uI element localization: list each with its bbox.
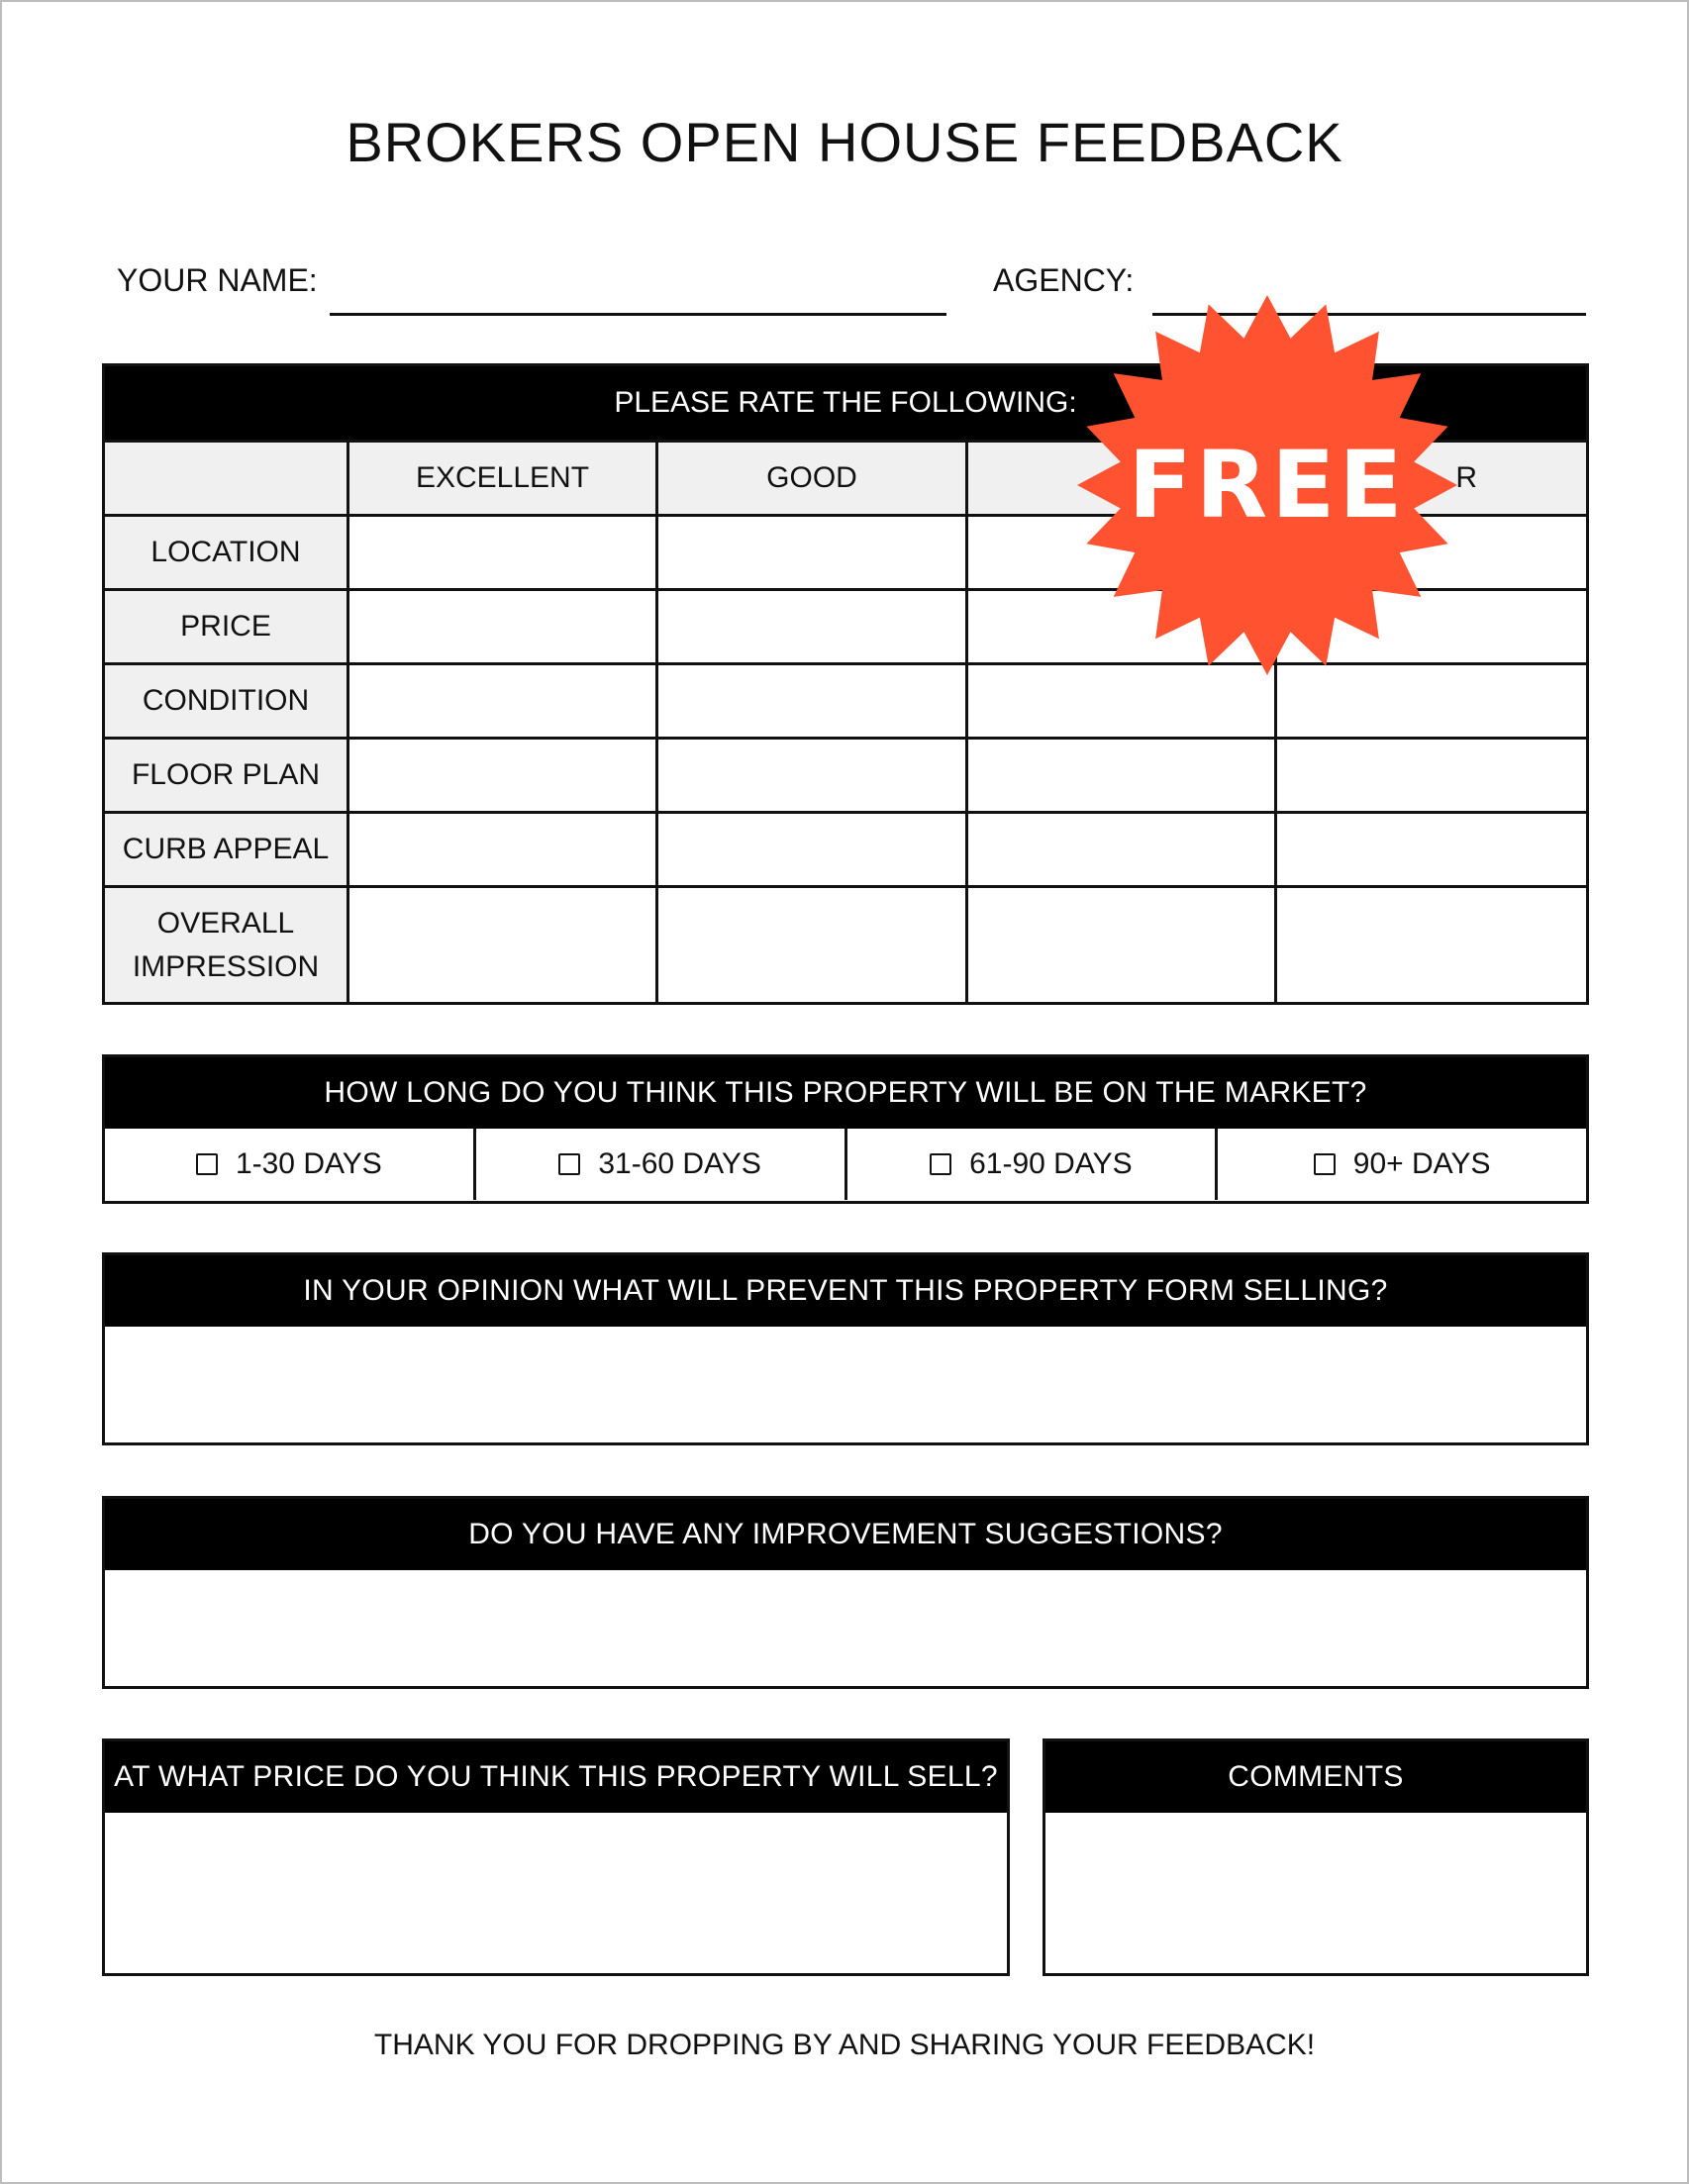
rating-cell[interactable] bbox=[348, 664, 657, 739]
improve-section bbox=[102, 1496, 1589, 1689]
price-answer-area[interactable] bbox=[105, 1813, 1007, 1973]
checkbox-icon[interactable] bbox=[558, 1153, 580, 1175]
row-label-condition: CONDITION bbox=[104, 664, 348, 739]
market-section bbox=[102, 1054, 1589, 1204]
prevent-question: IN YOUR OPINION WHAT WILL PREVENT THIS PROPERTY FORM SELLING? bbox=[105, 1255, 1586, 1327]
option-label: 90+ DAYS bbox=[1352, 1147, 1491, 1180]
comments-answer-area[interactable] bbox=[1045, 1813, 1586, 1973]
prevent-section bbox=[102, 1252, 1589, 1445]
name-field[interactable] bbox=[330, 313, 946, 316]
improve-question: DO YOU HAVE ANY IMPROVEMENT SUGGESTIONS? bbox=[105, 1499, 1586, 1570]
column-excellent: EXCELLENT bbox=[348, 442, 657, 516]
checkbox-icon[interactable] bbox=[930, 1153, 951, 1175]
rating-cell[interactable] bbox=[657, 590, 967, 664]
price-section bbox=[102, 1738, 1010, 1976]
free-badge-text: FREE bbox=[1128, 431, 1407, 540]
rating-cell[interactable] bbox=[348, 590, 657, 664]
checkbox-icon[interactable] bbox=[196, 1153, 218, 1175]
column-4: R bbox=[1276, 442, 1588, 516]
prevent-answer-area[interactable] bbox=[105, 1327, 1586, 1442]
rating-cell[interactable] bbox=[967, 887, 1276, 1004]
option-31-60-days[interactable] bbox=[476, 1129, 847, 1200]
option-90-plus-days[interactable] bbox=[1218, 1129, 1586, 1200]
rating-cell[interactable] bbox=[657, 516, 967, 590]
rating-cell[interactable] bbox=[657, 739, 967, 813]
row-label-overall-impression bbox=[104, 887, 348, 1004]
option-label: 61-90 DAYS bbox=[969, 1147, 1133, 1180]
rating-cell[interactable] bbox=[348, 516, 657, 590]
rating-cell[interactable] bbox=[348, 813, 657, 887]
name-label: YOUR NAME: bbox=[117, 262, 318, 298]
free-badge bbox=[1069, 291, 1465, 679]
row-label-floor-plan: FLOOR PLAN bbox=[104, 739, 348, 813]
page-title: BROKERS OPEN HOUSE FEEDBACK bbox=[346, 111, 1343, 173]
comments-section bbox=[1043, 1738, 1589, 1976]
rating-cell[interactable] bbox=[657, 664, 967, 739]
rating-cell[interactable] bbox=[967, 813, 1276, 887]
row-label-location: LOCATION bbox=[104, 516, 348, 590]
rating-cell[interactable] bbox=[348, 739, 657, 813]
market-options bbox=[105, 1129, 1586, 1200]
rating-cell[interactable] bbox=[1276, 739, 1588, 813]
rating-header: PLEASE RATE THE FOLLOWING: bbox=[104, 365, 1588, 442]
corner-cell bbox=[104, 442, 348, 516]
row-label-line2: IMPRESSION bbox=[132, 949, 320, 983]
improve-answer-area[interactable] bbox=[105, 1570, 1586, 1686]
column-good: GOOD bbox=[657, 442, 967, 516]
agency-label: AGENCY: bbox=[993, 262, 1135, 298]
price-question: AT WHAT PRICE DO YOU THINK THIS PROPERTY WILL SELL? bbox=[105, 1741, 1007, 1813]
row-label-price: PRICE bbox=[104, 590, 348, 664]
row-label-curb-appeal: CURB APPEAL bbox=[104, 813, 348, 887]
rating-cell[interactable] bbox=[348, 887, 657, 1004]
rating-cell[interactable] bbox=[967, 739, 1276, 813]
rating-cell[interactable] bbox=[1276, 887, 1588, 1004]
rating-cell[interactable] bbox=[657, 813, 967, 887]
option-61-90-days[interactable] bbox=[847, 1129, 1219, 1200]
option-label: 1-30 DAYS bbox=[235, 1147, 382, 1180]
rating-cell[interactable] bbox=[657, 887, 967, 1004]
checkbox-icon[interactable] bbox=[1314, 1153, 1336, 1175]
rating-cell[interactable] bbox=[1276, 813, 1588, 887]
option-label: 31-60 DAYS bbox=[598, 1147, 761, 1180]
comments-label: COMMENTS bbox=[1045, 1741, 1586, 1813]
footer-text: THANK YOU FOR DROPPING BY AND SHARING YOUR FEEDBACK! bbox=[373, 2029, 1316, 2061]
row-label-line1: OVERALL bbox=[156, 906, 295, 940]
option-1-30-days[interactable] bbox=[105, 1129, 476, 1200]
market-question: HOW LONG DO YOU THINK THIS PROPERTY WILL BE ON THE MARKET? bbox=[105, 1057, 1586, 1129]
